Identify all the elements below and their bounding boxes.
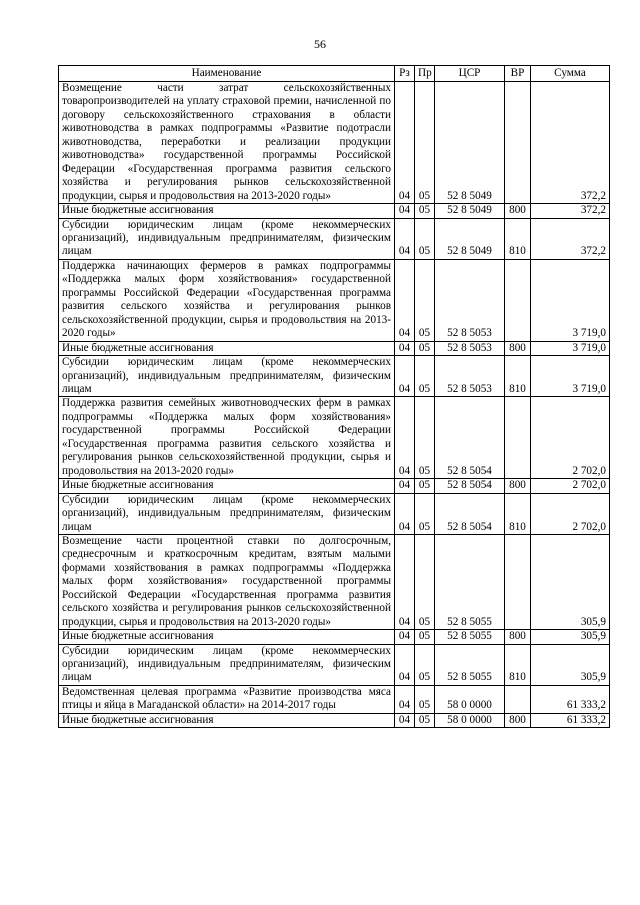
row-csr: 52 8 5054 bbox=[435, 493, 505, 534]
table-row bbox=[59, 397, 610, 479]
row-sum: 2 702,0 bbox=[531, 493, 610, 534]
table-row bbox=[59, 630, 610, 644]
row-name: Возмещение части процентной ставки по долгосрочным, среднесрочным и краткосрочным кредитам, взятым малыми формами хозяйствования в рамках подпрограммы «Поддержка малых форм хозяйствования» государственной программы Российской Федерации «Государственная программа развития сельского хозяйства и регулирования рынков сельскохозяйственной продукции, сырья и продовольствия на 2013-2020 годы» bbox=[59, 534, 395, 629]
row-name: Иные бюджетные ассигнования bbox=[59, 341, 395, 355]
header-pr: Пр bbox=[415, 66, 435, 82]
row-csr: 58 0 0000 bbox=[435, 713, 505, 727]
row-pr: 05 bbox=[415, 713, 435, 727]
row-name: Поддержка развития семейных животноводческих ферм в рамках подпрограммы «Поддержка малых форм хозяйствования» государственной программы Российской Федерации «Государственная программа развития сельского хозяйства и регулирования рынков сельскохозяйственной продукции, сырья и продовольствия на 2013-2020 годы» bbox=[59, 397, 395, 479]
row-csr: 52 8 5055 bbox=[435, 534, 505, 629]
row-sum: 61 333,2 bbox=[531, 713, 610, 727]
page-number: 56 bbox=[314, 37, 326, 51]
row-vr bbox=[505, 534, 531, 629]
row-vr bbox=[505, 82, 531, 204]
row-sum: 3 719,0 bbox=[531, 259, 610, 341]
row-name: Иные бюджетные ассигнования bbox=[59, 479, 395, 493]
table-header-row bbox=[59, 66, 610, 82]
row-csr: 52 8 5049 bbox=[435, 82, 505, 204]
row-pr: 05 bbox=[415, 630, 435, 644]
row-sum: 372,2 bbox=[531, 82, 610, 204]
row-rz: 04 bbox=[395, 341, 415, 355]
row-sum: 3 719,0 bbox=[531, 341, 610, 355]
row-pr: 05 bbox=[415, 397, 435, 479]
row-csr: 52 8 5049 bbox=[435, 204, 505, 218]
table-row bbox=[59, 479, 610, 493]
row-vr: 810 bbox=[505, 218, 531, 259]
row-pr: 05 bbox=[415, 341, 435, 355]
row-vr: 810 bbox=[505, 493, 531, 534]
row-sum: 2 702,0 bbox=[531, 397, 610, 479]
row-pr: 05 bbox=[415, 204, 435, 218]
row-pr: 05 bbox=[415, 685, 435, 713]
row-sum: 3 719,0 bbox=[531, 356, 610, 397]
row-pr: 05 bbox=[415, 534, 435, 629]
row-vr: 800 bbox=[505, 341, 531, 355]
row-rz: 04 bbox=[395, 479, 415, 493]
row-vr: 800 bbox=[505, 713, 531, 727]
row-pr: 05 bbox=[415, 259, 435, 341]
row-csr: 58 0 0000 bbox=[435, 685, 505, 713]
row-pr: 05 bbox=[415, 644, 435, 685]
table-row bbox=[59, 259, 610, 341]
row-name: Поддержка начинающих фермеров в рамках подпрограммы «Поддержка малых форм хозяйствования» государственной программы Российской Федерации «Государственная программа развития сельского хозяйства и регулирования рынков сельскохозяйственной продукции, сырья и продовольствия на 2013-2020 годы» bbox=[59, 259, 395, 341]
row-rz: 04 bbox=[395, 397, 415, 479]
row-name: Субсидии юридическим лицам (кроме некоммерческих организаций), индивидуальным предпринимателям, физическим лицам bbox=[59, 644, 395, 685]
row-csr: 52 8 5053 bbox=[435, 341, 505, 355]
row-sum: 372,2 bbox=[531, 218, 610, 259]
row-rz: 04 bbox=[395, 534, 415, 629]
row-sum: 305,9 bbox=[531, 644, 610, 685]
table-row bbox=[59, 685, 610, 713]
row-csr: 52 8 5055 bbox=[435, 630, 505, 644]
table-row bbox=[59, 534, 610, 629]
table-row bbox=[59, 493, 610, 534]
row-name: Возмещение части затрат сельскохозяйственных товаропроизводителей на уплату страховой премии, начисленной по договору сельскохозяйственного страхования в области животноводства в рамках подпрограммы «Развитие подотрасли животноводства, переработки и реализации продукции животноводства» государственной программы Российской Федерации «Государственная программа развития сельского хозяйства и регулирования рынков сельскохозяйственной продукции, сырья и продовольствия на 2013-2020 годы» bbox=[59, 82, 395, 204]
row-csr: 52 8 5055 bbox=[435, 644, 505, 685]
header-sum: Сумма bbox=[531, 66, 610, 82]
row-rz: 04 bbox=[395, 685, 415, 713]
row-sum: 61 333,2 bbox=[531, 685, 610, 713]
row-pr: 05 bbox=[415, 493, 435, 534]
row-rz: 04 bbox=[395, 82, 415, 204]
row-name: Иные бюджетные ассигнования bbox=[59, 204, 395, 218]
row-rz: 04 bbox=[395, 644, 415, 685]
row-rz: 04 bbox=[395, 356, 415, 397]
row-rz: 04 bbox=[395, 259, 415, 341]
header-csr: ЦСР bbox=[435, 66, 505, 82]
row-vr: 800 bbox=[505, 630, 531, 644]
row-csr: 52 8 5049 bbox=[435, 218, 505, 259]
row-vr: 800 bbox=[505, 479, 531, 493]
row-csr: 52 8 5053 bbox=[435, 356, 505, 397]
row-name: Субсидии юридическим лицам (кроме некоммерческих организаций), индивидуальным предпринимателям, физическим лицам bbox=[59, 493, 395, 534]
row-sum: 2 702,0 bbox=[531, 479, 610, 493]
row-sum: 305,9 bbox=[531, 630, 610, 644]
row-sum: 372,2 bbox=[531, 204, 610, 218]
table-row bbox=[59, 713, 610, 727]
table-row bbox=[59, 204, 610, 218]
row-rz: 04 bbox=[395, 218, 415, 259]
row-pr: 05 bbox=[415, 479, 435, 493]
row-csr: 52 8 5054 bbox=[435, 479, 505, 493]
row-csr: 52 8 5054 bbox=[435, 397, 505, 479]
budget-table bbox=[58, 65, 610, 728]
row-rz: 04 bbox=[395, 204, 415, 218]
row-vr: 810 bbox=[505, 356, 531, 397]
table-row bbox=[59, 341, 610, 355]
row-pr: 05 bbox=[415, 82, 435, 204]
row-name: Субсидии юридическим лицам (кроме некоммерческих организаций), индивидуальным предпринимателям, физическим лицам bbox=[59, 218, 395, 259]
row-pr: 05 bbox=[415, 218, 435, 259]
header-name: Наименование bbox=[59, 66, 395, 82]
table-row bbox=[59, 82, 610, 204]
table-row bbox=[59, 644, 610, 685]
row-name: Субсидии юридическим лицам (кроме некоммерческих организаций), индивидуальным предпринимателям, физическим лицам bbox=[59, 356, 395, 397]
row-rz: 04 bbox=[395, 493, 415, 534]
row-vr: 810 bbox=[505, 644, 531, 685]
header-vr: ВР bbox=[505, 66, 531, 82]
row-name: Иные бюджетные ассигнования bbox=[59, 713, 395, 727]
row-vr bbox=[505, 397, 531, 479]
table-row bbox=[59, 218, 610, 259]
row-pr: 05 bbox=[415, 356, 435, 397]
row-rz: 04 bbox=[395, 713, 415, 727]
row-vr: 800 bbox=[505, 204, 531, 218]
row-csr: 52 8 5053 bbox=[435, 259, 505, 341]
row-sum: 305,9 bbox=[531, 534, 610, 629]
row-name: Иные бюджетные ассигнования bbox=[59, 630, 395, 644]
table-row bbox=[59, 356, 610, 397]
row-name: Ведомственная целевая программа «Развитие производства мяса птицы и яйца в Магаданской области» на 2014-2017 годы bbox=[59, 685, 395, 713]
header-rz: Рз bbox=[395, 66, 415, 82]
row-vr bbox=[505, 259, 531, 341]
row-rz: 04 bbox=[395, 630, 415, 644]
row-vr bbox=[505, 685, 531, 713]
